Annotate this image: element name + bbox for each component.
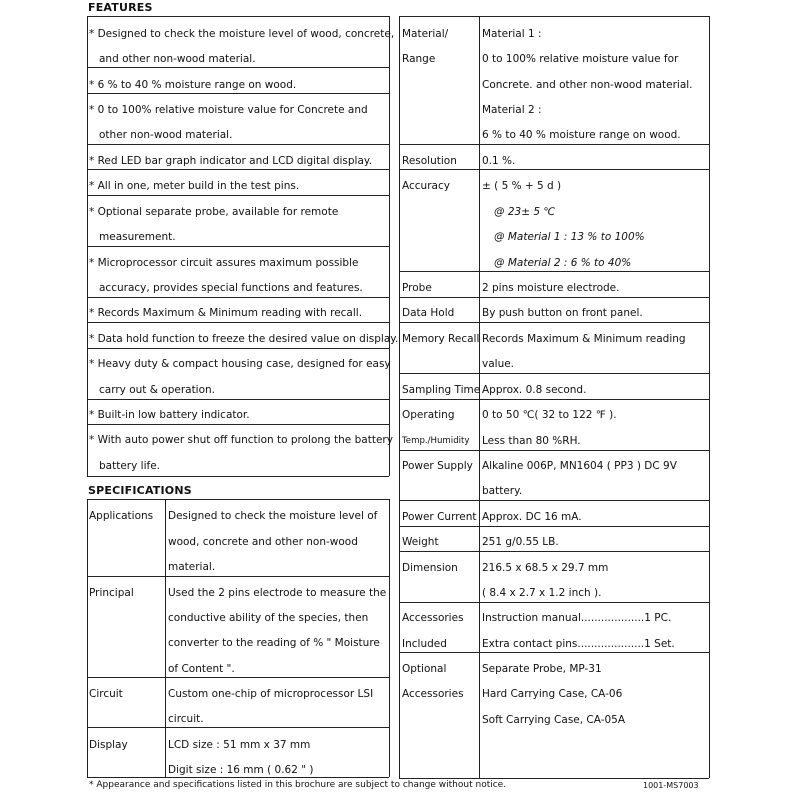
feature-line: * Designed to check the moisture level of wood, concrete,	[89, 28, 395, 40]
right-value: @ Material 2 : 6 % to 40%	[494, 257, 632, 269]
spec-value-line: converter to the reading of % " Moisture	[168, 637, 380, 649]
feature-line: battery life.	[99, 460, 160, 472]
right-label: Optional	[402, 663, 447, 675]
right-value: @ Material 1 : 13 % to 100%	[494, 231, 645, 243]
right-value: Instruction manual...................1 PC.	[482, 612, 672, 624]
right-value: Separate Probe, MP-31	[482, 663, 602, 675]
right-value: 6 % to 40 % moisture range on wood.	[482, 129, 681, 141]
right-value: Extra contact pins....................1 Set.	[482, 638, 675, 650]
right-value: @ 23± 5 ℃	[494, 206, 556, 218]
right-label: Range	[402, 53, 436, 65]
right-label: Weight	[402, 536, 439, 548]
right-label: Accuracy	[402, 180, 450, 192]
footer-code: 1001-MS7003	[643, 781, 699, 790]
feature-line: * All in one, meter build in the test pins.	[89, 180, 300, 192]
right-label: Accessories	[402, 612, 464, 624]
right-value: ± ( 5 % + 5 d )	[482, 180, 562, 192]
feature-line: * 6 % to 40 % moisture range on wood.	[89, 79, 297, 91]
feature-line: * 0 to 100% relative moisture value for Concrete and	[89, 104, 368, 116]
spec-value-line: LCD size : 51 mm x 37 mm	[168, 739, 311, 751]
feature-line: carry out & operation.	[99, 384, 216, 396]
right-value: battery.	[482, 485, 523, 497]
specifications-heading: SPECIFICATIONS	[88, 484, 192, 497]
spec-value-line: Custom one-chip of microprocessor LSI	[168, 688, 374, 700]
right-value: By push button on front panel.	[482, 307, 643, 319]
spec-value-line: of Content ".	[168, 663, 235, 675]
spec-value-line: Digit size : 16 mm ( 0.62 " )	[168, 764, 314, 776]
right-value: ( 8.4 x 2.7 x 1.2 inch ).	[482, 587, 602, 599]
right-value: Approx. 0.8 second.	[482, 384, 587, 396]
right-label: Probe	[402, 282, 432, 294]
right-value: Hard Carrying Case, CA-06	[482, 688, 623, 700]
right-value: Concrete. and other non-wood material.	[482, 79, 693, 91]
features-heading: FEATURES	[88, 1, 153, 14]
right-value: Records Maximum & Minimum reading	[482, 333, 686, 345]
feature-line: measurement.	[99, 231, 176, 243]
feature-line: * With auto power shut off function to prolong the battery	[89, 434, 393, 446]
right-value: 0.1 %.	[482, 155, 516, 167]
right-label: Data Hold	[402, 307, 455, 319]
right-label: Memory Recall	[402, 333, 480, 345]
feature-line: * Records Maximum & Minimum reading with recall.	[89, 307, 363, 319]
feature-line: * Microprocessor circuit assures maximum possible	[89, 257, 359, 269]
spec-label-principal: Principal	[89, 587, 134, 599]
right-label: Operating	[402, 409, 455, 421]
feature-line: accuracy, provides special functions and features.	[99, 282, 363, 294]
right-label: Accessories	[402, 688, 464, 700]
right-label: Material/	[402, 28, 449, 40]
right-value: 0 to 50 ℃( 32 to 122 ℉ ).	[482, 409, 617, 421]
feature-line: * Optional separate probe, available for remote	[89, 206, 339, 218]
feature-line: * Built-in low battery indicator.	[89, 409, 250, 421]
right-value: Alkaline 006P, MN1604 ( PP3 ) DC 9V	[482, 460, 677, 472]
right-value: 251 g/0.55 LB.	[482, 536, 559, 548]
right-value: Soft Carrying Case, CA-05A	[482, 714, 626, 726]
spec-value-line: wood, concrete and other non-wood	[168, 536, 358, 548]
spec-label-display: Display	[89, 739, 128, 751]
right-value: 0 to 100% relative moisture value for	[482, 53, 679, 65]
right-value: value.	[482, 358, 515, 370]
right-value: Less than 80 %RH.	[482, 435, 581, 447]
feature-line: and other non-wood material.	[99, 53, 256, 65]
right-label: Resolution	[402, 155, 457, 167]
right-label: Sampling Time	[402, 384, 481, 396]
right-value: Material 1 :	[482, 28, 542, 40]
spec-value-line: circuit.	[168, 713, 204, 725]
feature-line: * Data hold function to freeze the desired value on display.	[89, 333, 399, 345]
right-value: 216.5 x 68.5 x 29.7 mm	[482, 562, 609, 574]
feature-line: * Heavy duty & compact housing case, designed for easy	[89, 358, 391, 370]
footer-note: * Appearance and specifications listed in this brochure are subject to change without notice.	[89, 780, 507, 790]
feature-line: * Red LED bar graph indicator and LCD digital display.	[89, 155, 372, 167]
spec-value-line: Designed to check the moisture level of	[168, 510, 378, 522]
right-label: Power Supply	[402, 460, 473, 472]
spec-label-applications: Applications	[89, 510, 154, 522]
right-label: Power Current	[402, 511, 477, 523]
right-label: Included	[402, 638, 447, 650]
spec-value-line: Used the 2 pins electrode to measure the	[168, 587, 387, 599]
right-label: Dimension	[402, 562, 458, 574]
right-value: 2 pins moisture electrode.	[482, 282, 620, 294]
right-value: Material 2 :	[482, 104, 542, 116]
feature-line: other non-wood material.	[99, 129, 233, 141]
right-value: Approx. DC 16 mA.	[482, 511, 582, 523]
right-label: Temp./Humidity	[402, 436, 470, 446]
spec-value-line: conductive ability of the species, then	[168, 612, 369, 624]
spec-label-circuit: Circuit	[89, 688, 123, 700]
spec-value-line: material.	[168, 561, 216, 573]
